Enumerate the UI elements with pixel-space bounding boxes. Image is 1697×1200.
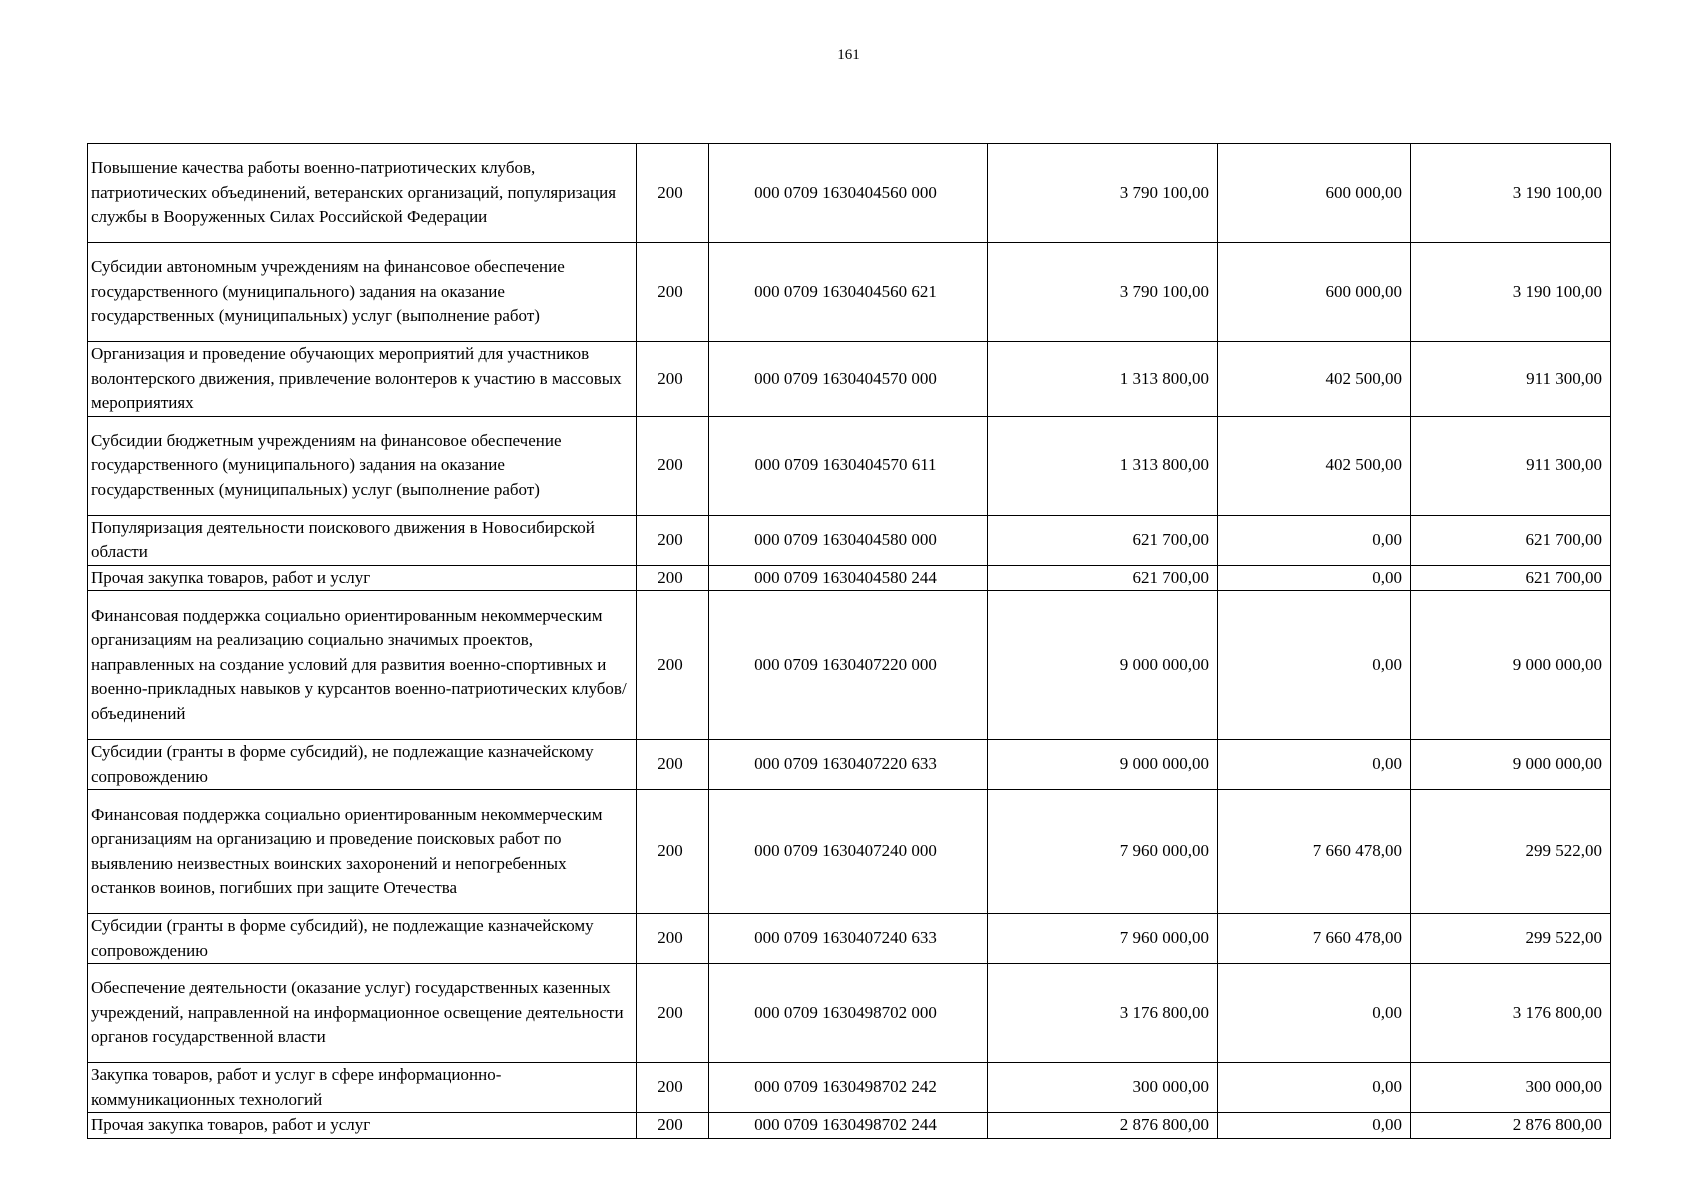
row-code-cell: 200 (637, 591, 709, 740)
row-remaining-cell: 911 300,00 (1411, 342, 1611, 417)
row-kbk-cell: 000 0709 1630407240 000 (709, 790, 988, 914)
table-row (88, 144, 1611, 243)
row-remaining-cell: 3 190 100,00 (1411, 243, 1611, 342)
row-name-cell: Обеспечение деятельности (оказание услуг) государственных казенных учреждений, направленной на информационное освещение деятельности органов государственной власти (88, 964, 637, 1063)
row-code-cell: 200 (637, 342, 709, 417)
row-approved-cell: 1 313 800,00 (988, 416, 1218, 515)
row-kbk-cell: 000 0709 1630407240 633 (709, 914, 988, 964)
row-approved-cell: 3 790 100,00 (988, 243, 1218, 342)
row-approved-cell: 3 790 100,00 (988, 144, 1218, 243)
row-kbk-cell: 000 0709 1630407220 633 (709, 740, 988, 790)
row-name-cell: Финансовая поддержка социально ориентированным некоммерческим организациям на организацию и проведение поисковых работ по выявлению неизвестных воинских захоронений и непогребенных останков воинов, погибших при защите Отечества (88, 790, 637, 914)
budget-table (87, 143, 1611, 1139)
row-remaining-cell: 299 522,00 (1411, 914, 1611, 964)
row-executed-cell: 402 500,00 (1218, 342, 1411, 417)
row-kbk-cell: 000 0709 1630404580 000 (709, 515, 988, 565)
table-row (88, 1063, 1611, 1113)
table-row (88, 243, 1611, 342)
row-kbk-cell: 000 0709 1630404560 000 (709, 144, 988, 243)
table-row (88, 515, 1611, 565)
row-executed-cell: 0,00 (1218, 565, 1411, 591)
row-kbk-cell: 000 0709 1630404570 000 (709, 342, 988, 417)
row-remaining-cell: 621 700,00 (1411, 515, 1611, 565)
row-name-cell: Организация и проведение обучающих мероприятий для участников волонтерского движения, привлечение волонтеров к участию в массовых мероприятиях (88, 342, 637, 417)
table-row (88, 740, 1611, 790)
row-approved-cell: 2 876 800,00 (988, 1113, 1218, 1139)
row-remaining-cell: 300 000,00 (1411, 1063, 1611, 1113)
row-approved-cell: 621 700,00 (988, 515, 1218, 565)
row-executed-cell: 0,00 (1218, 1063, 1411, 1113)
row-approved-cell: 3 176 800,00 (988, 964, 1218, 1063)
row-approved-cell: 7 960 000,00 (988, 914, 1218, 964)
row-name-cell: Популяризация деятельности поискового движения в Новосибирской области (88, 515, 637, 565)
row-kbk-cell: 000 0709 1630407220 000 (709, 591, 988, 740)
row-code-cell: 200 (637, 416, 709, 515)
row-name-cell: Повышение качества работы военно-патриотических клубов, патриотических объединений, ветеранских организаций, популяризация службы в Вооруженных Силах Российской Федерации (88, 144, 637, 243)
row-code-cell: 200 (637, 565, 709, 591)
row-executed-cell: 7 660 478,00 (1218, 790, 1411, 914)
page-number: 161 (837, 47, 860, 63)
row-name-cell: Прочая закупка товаров, работ и услуг (88, 565, 637, 591)
row-remaining-cell: 9 000 000,00 (1411, 740, 1611, 790)
row-executed-cell: 600 000,00 (1218, 144, 1411, 243)
row-name-cell: Финансовая поддержка социально ориентированным некоммерческим организациям на реализацию социально значимых проектов, направленных на создание условий для развития военно-спортивных и военно-прикладных навыков у курсантов военно-патриотических клубов/объединений (88, 591, 637, 740)
row-kbk-cell: 000 0709 1630498702 242 (709, 1063, 988, 1113)
row-executed-cell: 402 500,00 (1218, 416, 1411, 515)
row-remaining-cell: 3 176 800,00 (1411, 964, 1611, 1063)
row-name-cell: Субсидии автономным учреждениям на финансовое обеспечение государственного (муниципального) задания на оказание государственных (муниципальных) услуг (выполнение работ) (88, 243, 637, 342)
row-code-cell: 200 (637, 790, 709, 914)
row-executed-cell: 0,00 (1218, 591, 1411, 740)
row-approved-cell: 1 313 800,00 (988, 342, 1218, 417)
table-row (88, 591, 1611, 740)
table-row (88, 416, 1611, 515)
row-code-cell: 200 (637, 1113, 709, 1139)
row-kbk-cell: 000 0709 1630404570 611 (709, 416, 988, 515)
row-name-cell: Субсидии бюджетным учреждениям на финансовое обеспечение государственного (муниципального) задания на оказание государственных (муниципальных) услуг (выполнение работ) (88, 416, 637, 515)
row-remaining-cell: 3 190 100,00 (1411, 144, 1611, 243)
table-row (88, 914, 1611, 964)
row-code-cell: 200 (637, 964, 709, 1063)
row-code-cell: 200 (637, 144, 709, 243)
row-name-cell: Закупка товаров, работ и услуг в сфере информационно-коммуникационных технологий (88, 1063, 637, 1113)
row-approved-cell: 621 700,00 (988, 565, 1218, 591)
row-approved-cell: 7 960 000,00 (988, 790, 1218, 914)
table-row (88, 342, 1611, 417)
row-approved-cell: 9 000 000,00 (988, 591, 1218, 740)
table-row (88, 964, 1611, 1063)
row-code-cell: 200 (637, 515, 709, 565)
row-code-cell: 200 (637, 914, 709, 964)
row-kbk-cell: 000 0709 1630404580 244 (709, 565, 988, 591)
row-code-cell: 200 (637, 243, 709, 342)
row-executed-cell: 0,00 (1218, 740, 1411, 790)
row-executed-cell: 0,00 (1218, 964, 1411, 1063)
row-remaining-cell: 911 300,00 (1411, 416, 1611, 515)
row-kbk-cell: 000 0709 1630498702 000 (709, 964, 988, 1063)
row-executed-cell: 0,00 (1218, 1113, 1411, 1139)
row-executed-cell: 0,00 (1218, 515, 1411, 565)
row-approved-cell: 300 000,00 (988, 1063, 1218, 1113)
row-remaining-cell: 621 700,00 (1411, 565, 1611, 591)
row-kbk-cell: 000 0709 1630404560 621 (709, 243, 988, 342)
row-remaining-cell: 299 522,00 (1411, 790, 1611, 914)
table-row (88, 790, 1611, 914)
row-name-cell: Субсидии (гранты в форме субсидий), не подлежащие казначейскому сопровождению (88, 914, 637, 964)
row-name-cell: Прочая закупка товаров, работ и услуг (88, 1113, 637, 1139)
row-remaining-cell: 9 000 000,00 (1411, 591, 1611, 740)
row-executed-cell: 600 000,00 (1218, 243, 1411, 342)
table-row (88, 1113, 1611, 1139)
row-approved-cell: 9 000 000,00 (988, 740, 1218, 790)
row-remaining-cell: 2 876 800,00 (1411, 1113, 1611, 1139)
row-code-cell: 200 (637, 740, 709, 790)
row-kbk-cell: 000 0709 1630498702 244 (709, 1113, 988, 1139)
row-name-cell: Субсидии (гранты в форме субсидий), не подлежащие казначейскому сопровождению (88, 740, 637, 790)
row-code-cell: 200 (637, 1063, 709, 1113)
table-row (88, 565, 1611, 591)
row-executed-cell: 7 660 478,00 (1218, 914, 1411, 964)
